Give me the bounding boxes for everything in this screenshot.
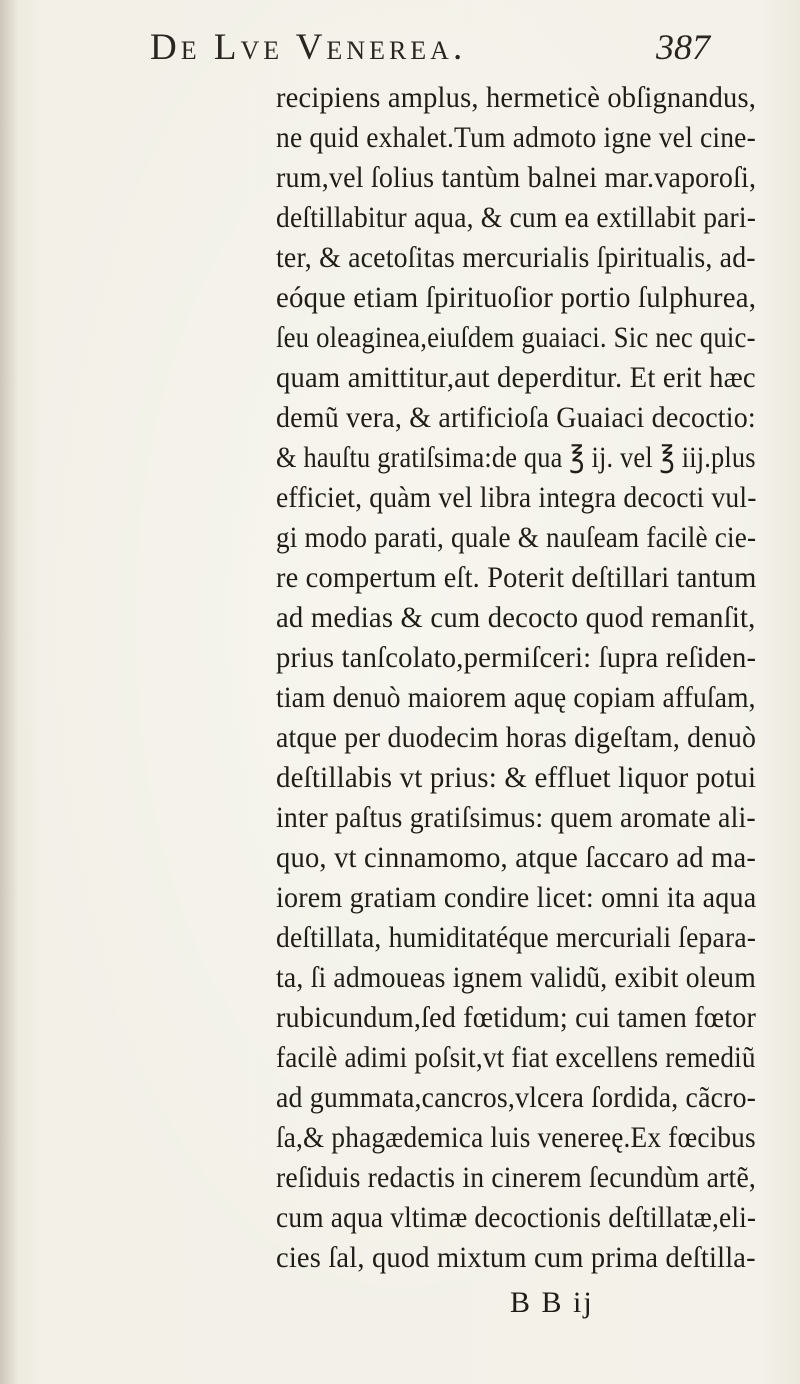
text-line: atque per duodecim horas digeſtam, denuò: [276, 721, 757, 754]
text-line: ta, ſi admoueas ignem validũ, exibit oleum: [276, 961, 756, 994]
text-line: rum,vel ſolius tantùm balnei mar.vaporoſi,: [276, 161, 757, 194]
text-line: eóque etiam ſpirituoſior portio ſulphurea,: [276, 281, 757, 314]
text-line: ſa,& phagædemica luis venereę.Ex fœcibus: [276, 1121, 756, 1154]
running-head: [150, 26, 710, 74]
text-line: iorem gratiam condire licet: omni ita aqua: [276, 881, 757, 914]
text-line: gi modo parati, quale & nauſeam facilè cie-: [276, 521, 757, 554]
text-line: demũ vera, & artificioſa Guaiaci decoctio:: [276, 401, 756, 434]
page-gutter-shadow: [0, 0, 18, 1384]
text-line: inter paſtus gratiſsimus: quem aromate ali-: [276, 801, 756, 834]
text-line: reſiduis redactis in cinerem ſecundùm artẽ,: [276, 1161, 757, 1194]
text-line: quo, vt cinnamomo, atque ſaccaro ad ma-: [276, 841, 757, 874]
text-line: deſtillabitur aqua, & cum ea extillabit pari-: [276, 201, 757, 234]
text-line: ter, & acetoſitas mercurialis ſpiritualis, ad-: [276, 241, 756, 274]
text-line: deſtillabis vt prius: & effluet liquor potui: [276, 761, 757, 794]
text-line: re compertum eſt. Poterit deſtillari tantum: [276, 561, 757, 594]
text-line: cum aqua vltimæ decoctionis deſtillatæ,eli-: [276, 1201, 757, 1234]
text-line: & hauſtu gratiſsima:de qua ℥ ij. vel ℥ iij.plus: [276, 441, 756, 474]
text-line: recipiens amplus, hermeticè obſignandus,: [276, 81, 757, 114]
text-line: ad medias & cum decocto quod remanſit,: [276, 601, 756, 634]
text-line: tiam denuò maiorem aquę copiam affuſam,: [276, 681, 756, 714]
signature-mark: B B ij: [510, 1286, 594, 1319]
text-line: cies ſal, quod mixtum cum prima deſtilla-: [276, 1241, 756, 1274]
text-line: ſeu oleaginea,eiuſdem guaiaci. Sic nec quic-: [276, 321, 756, 354]
text-line: ad gummata,cancros,vlcera ſordida, cãcro-: [276, 1081, 757, 1114]
text-line: prius tanſcolato,permiſceri: ſupra reſiden-: [276, 641, 757, 674]
text-line: ne quid exhalet.Tum admoto igne vel cine-: [276, 121, 756, 154]
running-head-title: De Lve Venerea.: [150, 27, 467, 68]
text-line: rubicundum,ſed fœtidum; cui tamen fœtor: [276, 1001, 757, 1034]
text-line: facilè adimi poſsit,vt fiat excellens remediũ: [276, 1041, 756, 1074]
text-line: deſtillata, humiditatéque mercuriali ſepara-: [276, 921, 757, 954]
page-number: 387: [656, 27, 710, 67]
text-line: efficiet, quàm vel libra integra decocti vul-: [276, 481, 757, 514]
text-line: quam amittitur,aut deperditur. Et erit hæc: [276, 361, 756, 394]
